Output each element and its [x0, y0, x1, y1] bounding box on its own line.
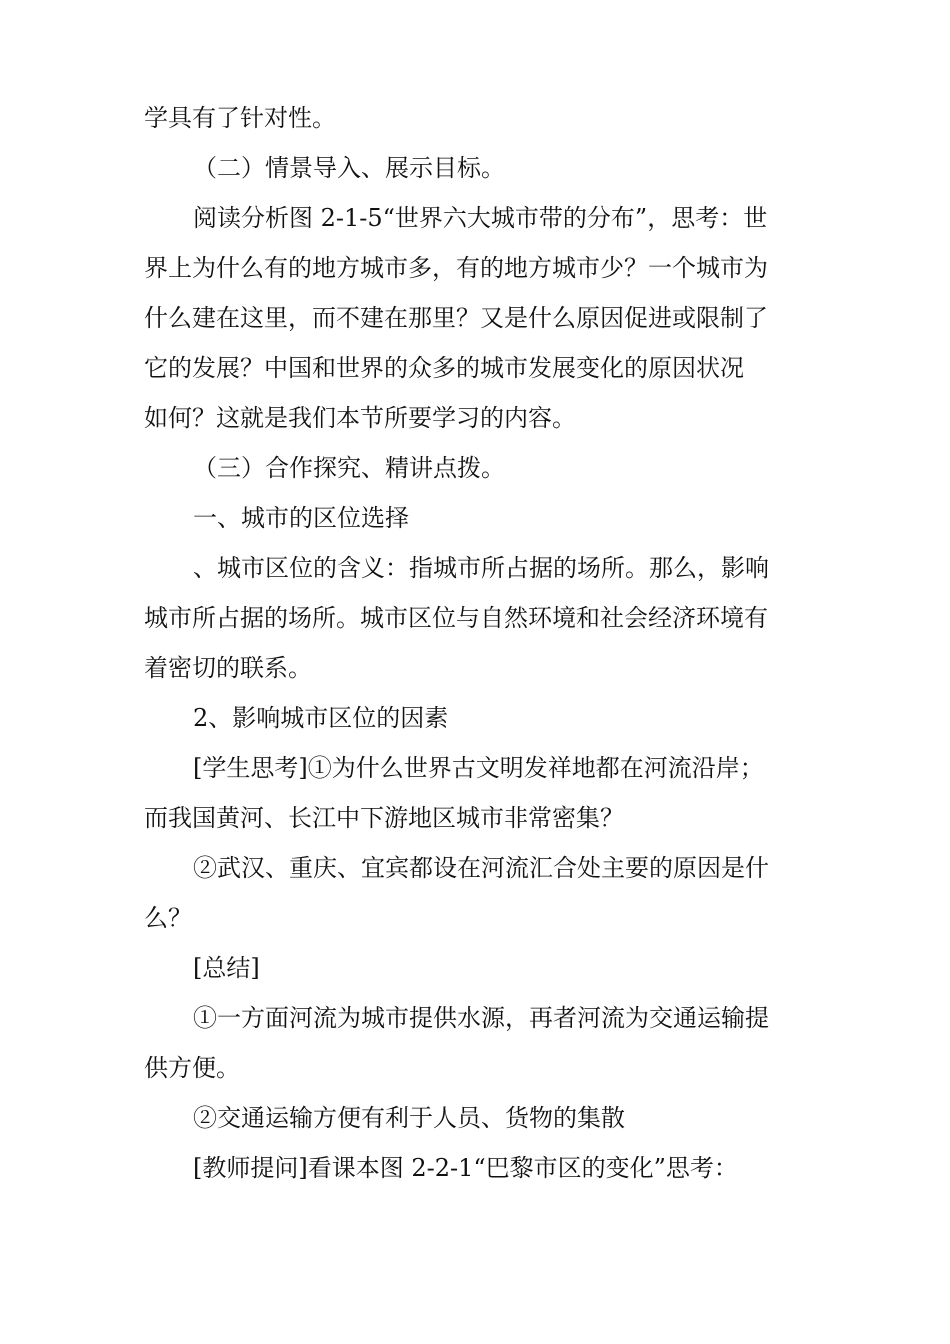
- text-line-3: 阅读分析图 2-1-5“世界六大城市带的分布”，思考：世: [193, 204, 768, 232]
- subsection-heading-2: 2、影响城市区位的因素: [193, 704, 449, 732]
- section-heading-3: （三）合作探究、精讲点拨。: [193, 454, 505, 482]
- text-line-17: 么？: [144, 904, 192, 932]
- text-line-22: [教师提问]看课本图 2-2-1“巴黎市区的变化”思考：: [193, 1154, 738, 1182]
- text-line-16: ②武汉、重庆、宜宾都设在河流汇合处主要的原因是什: [193, 854, 769, 882]
- text-line-14: [学生思考]①为什么世界古文明发祥地都在河流沿岸；: [193, 754, 764, 782]
- text-line-11: 城市所占据的场所。城市区位与自然环境和社会经济环境有: [144, 604, 768, 632]
- text-line-5: 什么建在这里，而不建在那里？又是什么原因促进或限制了: [144, 304, 768, 332]
- summary-label: [总结]: [193, 954, 260, 982]
- text-line-20: 供方便。: [144, 1054, 240, 1082]
- text-line-12: 着密切的联系。: [144, 654, 312, 682]
- text-line-1: 学具有了针对性。: [144, 104, 336, 132]
- section-heading-2: （二）情景导入、展示目标。: [193, 154, 505, 182]
- text-line-6: 它的发展？中国和世界的众多的城市发展变化的原因状况: [144, 354, 744, 382]
- text-line-10: 、城市区位的含义：指城市所占据的场所。那么，影响: [193, 554, 769, 582]
- text-line-15: 而我国黄河、长江中下游地区城市非常密集？: [144, 804, 624, 832]
- text-line-21: ②交通运输方便有利于人员、货物的集散: [193, 1104, 625, 1132]
- text-line-19: ①一方面河流为城市提供水源，再者河流为交通运输提: [193, 1004, 769, 1032]
- text-line-7: 如何？这就是我们本节所要学习的内容。: [144, 404, 576, 432]
- subsection-heading-1: 一、城市的区位选择: [193, 504, 409, 532]
- text-line-4: 界上为什么有的地方城市多，有的地方城市少？一个城市为: [144, 254, 768, 282]
